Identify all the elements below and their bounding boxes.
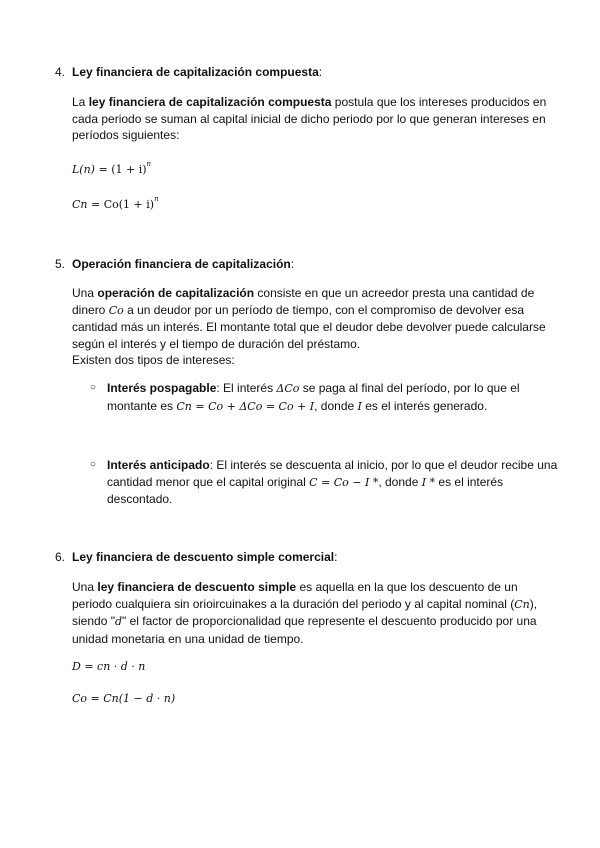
section-5-heading	[55, 257, 294, 271]
bold-term: Interés anticipado	[107, 458, 210, 472]
eq-text: Co = Cn(1 − d · n)	[72, 692, 176, 705]
bold-term: ley financiera de capitalización compuesta	[88, 95, 332, 109]
math-inline: ΔCo	[276, 382, 300, 395]
math-inline: d	[114, 615, 123, 628]
text: " el factor de proporcionalidad que represente el descuento producido por una unidad monetaria en una unidad de tiempo.	[72, 614, 537, 646]
text: es aquella en la que los descuento de un periodo cualquiera sin orioircuinakes a la duración del periodo y al capital nominal (	[72, 580, 518, 611]
eq-lhs: L(n)	[72, 163, 95, 176]
bold-term: Interés pospagable	[107, 381, 217, 395]
section-4-heading	[55, 65, 322, 79]
text: La	[72, 95, 89, 109]
text: , donde	[314, 398, 358, 413]
section-4-title: Ley financiera de capitalización compuesta	[72, 65, 319, 79]
section-5-colon: :	[290, 257, 295, 271]
section-6-paragraph	[72, 579, 552, 647]
math-inline: I	[357, 399, 362, 413]
section-5-title: Operación financiera de capitalización	[72, 257, 291, 271]
text: Una	[72, 580, 98, 594]
eq-exponent: n	[154, 195, 159, 203]
text: ), siendo "	[72, 596, 538, 628]
section-6-heading	[55, 550, 337, 564]
text: Existen dos tipos de intereses:	[72, 353, 235, 367]
bold-term: operación de capitalización	[97, 286, 255, 300]
math-inline: Cn	[514, 597, 530, 611]
eq-rhs: = Co(1 + i)	[91, 198, 155, 211]
hollow-circle-bullet-icon: ○	[90, 382, 97, 393]
text: a un deudor por un período de tiempo, con el compromiso de devolver esa cantidad más un interés. El montante total que el deudor debe devolver puede calcularse según el interés y el tiempo de duración del préstamo.	[72, 302, 546, 351]
equation-capitalization-law	[72, 160, 151, 176]
text: es el interés generado.	[361, 398, 488, 413]
section-4-paragraph	[72, 94, 552, 144]
math-inline: C = Co − I *	[309, 475, 379, 489]
eq-exponent: n	[146, 160, 152, 168]
math-inline: Cn = Co + ΔCo = Co + I	[176, 399, 315, 413]
equation-discount	[72, 660, 145, 673]
section-4-number: 4.	[55, 65, 66, 79]
bold-term: ley financiera de descuento simple	[97, 580, 297, 594]
equation-final-capital	[72, 195, 159, 211]
text: se paga al final del período, por lo que el montante es	[107, 381, 520, 413]
equation-present-capital	[72, 692, 175, 705]
text: : El interés	[216, 381, 277, 395]
math-inline: Co	[108, 303, 124, 317]
text: Una	[72, 286, 98, 300]
math-inline: I *	[421, 475, 436, 489]
text: : El interés se descuenta al inicio, por lo que el deudor recibe una cantidad menor que el capital original	[107, 458, 558, 489]
hollow-circle-bullet-icon: ○	[90, 459, 97, 470]
list-item-anticipado	[107, 457, 562, 508]
eq-rhs: = (1 + i)	[98, 163, 147, 176]
text: postula que los intereses producidos en cada periodo se suman al capital inicial de dicho periodo por lo que generan intereses en períodos siguientes:	[72, 95, 547, 142]
text: consiste en que un acreedor presta una cantidad de dinero	[72, 286, 535, 317]
section-6-number: 6.	[55, 550, 66, 564]
section-6-title: Ley financiera de descuento simple comercial	[72, 550, 335, 564]
text: es el interés descontado.	[107, 474, 504, 506]
eq-lhs: Cn	[72, 198, 88, 211]
text: , donde	[378, 474, 422, 489]
section-6-colon: :	[334, 550, 338, 564]
section-5-paragraph	[72, 285, 552, 369]
eq-text: D = cn · d · n	[72, 660, 146, 673]
section-5-number: 5.	[55, 257, 66, 271]
section-4-colon: :	[318, 65, 323, 79]
list-item-pospagable	[107, 380, 562, 415]
